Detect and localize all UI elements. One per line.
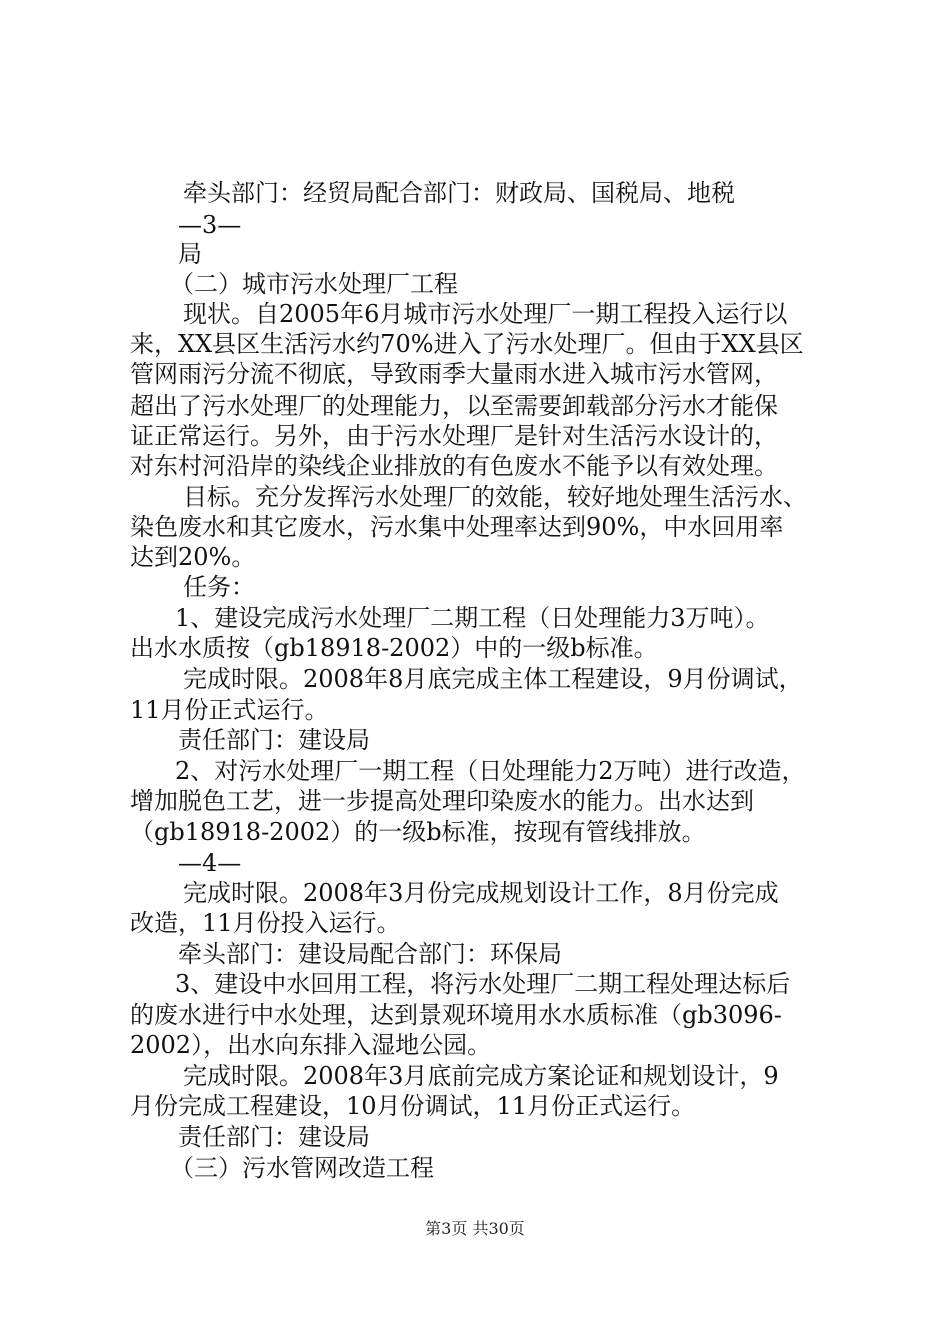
text-line: 牵头部门：经贸局配合部门：财政局、国税局、地税	[183, 179, 735, 207]
section-heading: （三）污水管网改造工程	[170, 1154, 434, 1182]
section-heading: （二）城市污水处理厂工程	[170, 270, 458, 298]
text-line: 对东村河沿岸的染线企业排放的有色废水不能予以有效处理。	[130, 452, 778, 480]
text-line: 管网雨污分流不彻底，导致雨季大量雨水进入城市污水管网，	[130, 360, 778, 388]
text-line: 牵头部门：建设局配合部门：环保局	[178, 940, 562, 968]
text-line: 改造，11月份投入运行。	[130, 909, 401, 937]
text-line: 证正常运行。另外，由于污水处理厂是针对生活污水设计的，	[130, 422, 778, 450]
text-line: 的废水进行中水处理，达到景观环境用水水质标准（gb3096-	[130, 1001, 782, 1029]
text-line: 染色废水和其它废水，污水集中处理率达到90%，中水回用率	[130, 513, 784, 541]
text-line: 达到20%。	[130, 543, 256, 571]
text-line: 现状。自2005年6月城市污水处理厂一期工程投入运行以	[183, 300, 788, 328]
page-footer: 第3页 共30页	[425, 1219, 525, 1238]
text-line: 局	[178, 240, 202, 268]
text-line: 责任部门：建设局	[178, 1123, 370, 1151]
text-line: 完成时限。2008年3月份完成规划设计工作，8月份完成	[183, 879, 779, 907]
text-line: 完成时限。2008年3月底前完成方案论证和规划设计，9	[183, 1062, 779, 1090]
text-line: 2、对污水处理厂一期工程（日处理能力2万吨）进行改造，	[175, 757, 806, 785]
text-line: 任务：	[183, 573, 255, 601]
text-line: 3、建设中水回用工程，将污水处理厂二期工程处理达标后	[175, 970, 791, 998]
page-marker: —3—	[178, 211, 242, 239]
text-line: 1、建设完成污水处理厂二期工程（日处理能力3万吨）。	[175, 604, 770, 632]
text-line: 目标。充分发挥污水处理厂的效能，较好地处理生活污水、	[183, 483, 807, 511]
text-line: 月份完成工程建设，10月份调试，11月份正式运行。	[130, 1092, 696, 1120]
text-line: 超出了污水处理厂的处理能力，以至需要卸载部分污水才能保	[130, 392, 778, 420]
page-marker: —4—	[178, 849, 242, 877]
text-line: 完成时限。2008年8月底完成主体工程建设，9月份调试，	[183, 665, 803, 693]
text-line: 来，XX县区生活污水约70%进入了污水处理厂。但由于XX县区	[130, 330, 804, 358]
text-line: 11月份正式运行。	[130, 696, 329, 724]
text-line: 增加脱色工艺，进一步提高处理印染废水的能力。出水达到	[130, 787, 754, 815]
text-line: 责任部门：建设局	[178, 726, 370, 754]
text-line: 出水水质按（gb18918-2002）中的一级b标准。	[130, 634, 658, 662]
text-line: （gb18918-2002）的一级b标准，按现有管线排放。	[130, 818, 706, 846]
text-line: 2002），出水向东排入湿地公园。	[130, 1031, 492, 1059]
